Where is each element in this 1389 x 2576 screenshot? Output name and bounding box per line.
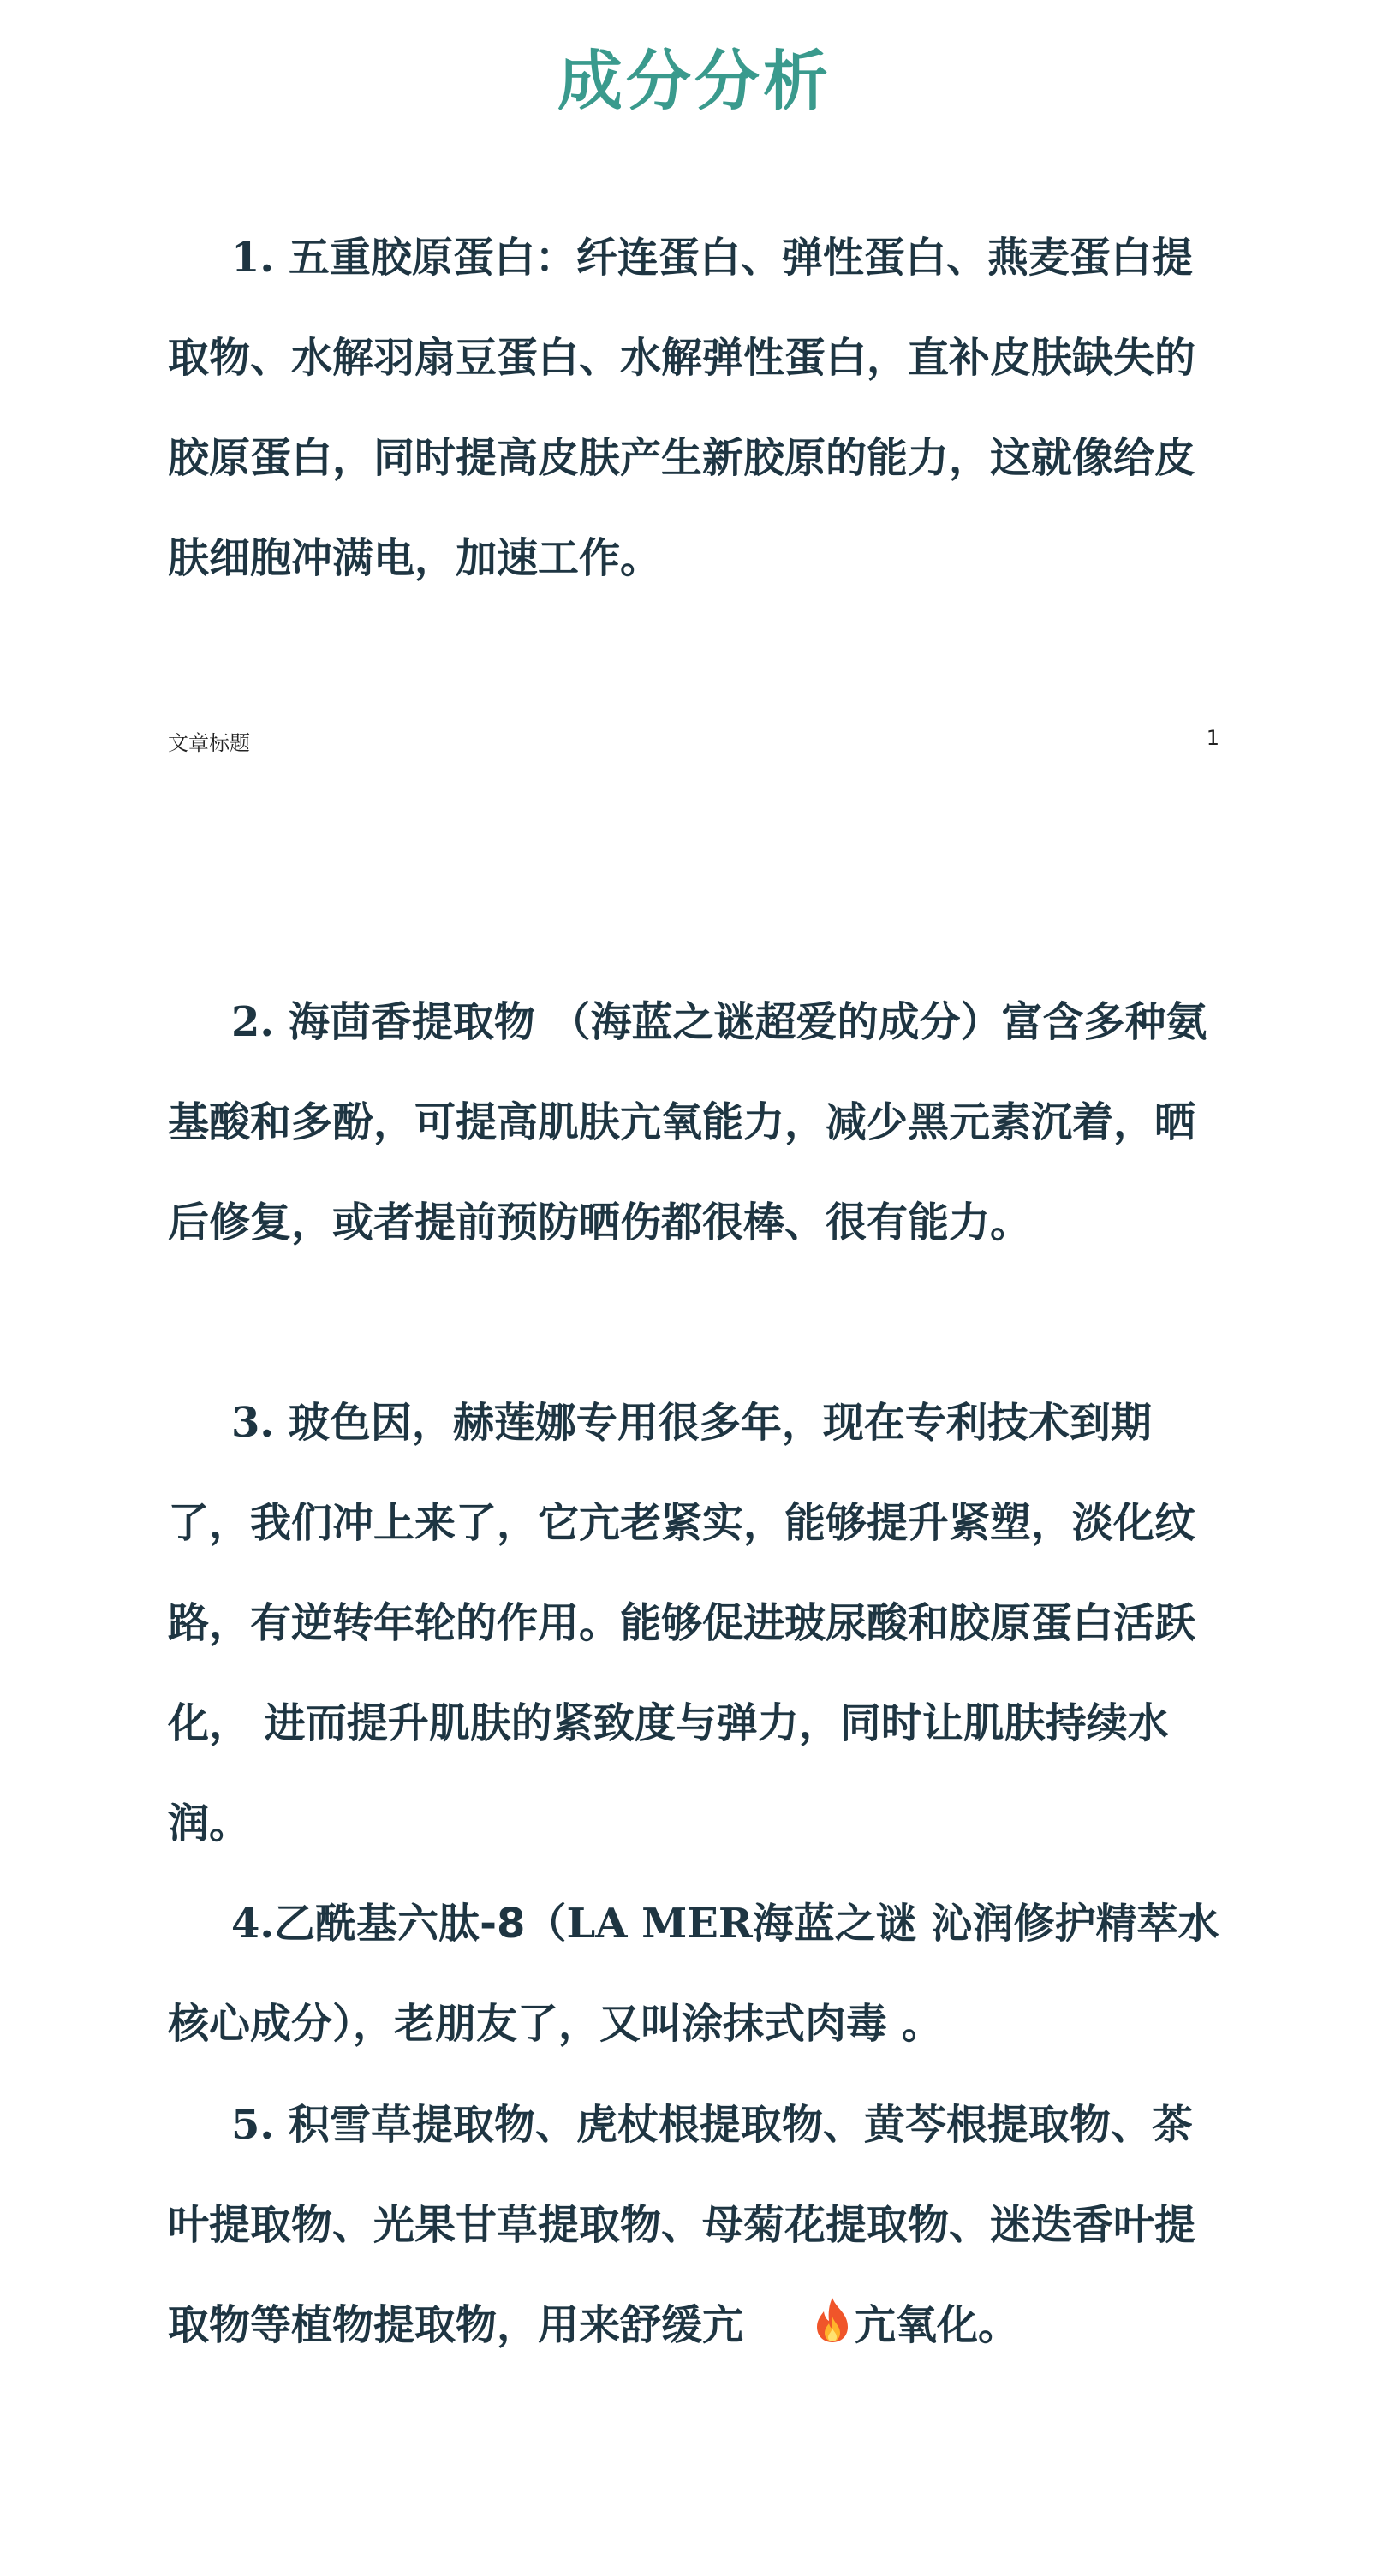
item-number: 2.: [231, 998, 275, 1046]
item-text-before: 乙酰基六肽-8（: [274, 1900, 567, 1948]
item-text: 海茴香提取物 （海蓝之谜超爱的成分）富含多种氨基酸和多酚，可提高肌肤亢氧能力，减少黑元素沉着，晒后修复，或者提前预防晒伤都很棒、很有能力。: [168, 998, 1207, 1246]
item-number: 4.: [231, 1900, 275, 1948]
item-number: 5.: [231, 2101, 275, 2149]
footer-page-number: 1: [1206, 726, 1219, 750]
item-number: 1.: [231, 234, 275, 282]
ingredient-item-1: [168, 208, 1230, 609]
item-text: 玻色因，赫莲娜专用很多年，现在专利技术到期了，我们冲上来了，它亢老紧实，能够提升紧塑，淡化纹路，有逆转年轮的作用。能够促进玻尿酸和胶原蛋白活跃化， 进而提升肌肤的紧致度与弹力，同时让肌肤持续水润。: [168, 1399, 1196, 1847]
brand-name: LA MER: [566, 1900, 753, 1948]
item-text-after: 海蓝之谜 沁润修护精萃水 核心成分），老朋友了，又叫涂抹式肉毒 。: [168, 1900, 1219, 2048]
page-footer: [168, 726, 1230, 757]
fire-icon: [747, 2281, 855, 2381]
item-text-end: 亢氧化。: [855, 2301, 1020, 2349]
item-text: 五重胶原蛋白：纤连蛋白、弹性蛋白、燕麦蛋白提取物、水解羽扇豆蛋白、水解弹性蛋白，直补皮肤缺失的胶原蛋白，同时提高皮肤产生新胶原的能力，这就像给皮肤细胞冲满电，加速工作。: [168, 234, 1196, 582]
item-text: 积雪草提取物、虎杖根提取物、黄芩根提取物、茶叶提取物、光果甘草提取物、母菊花提取物、迷迭香叶提取物等植物提取物，用来舒缓亢: [168, 2101, 1196, 2349]
ingredient-item-5: [168, 2075, 1230, 2381]
item-number: 3.: [231, 1399, 275, 1447]
ingredient-item-2: [168, 973, 1230, 1273]
footer-doc-title: 文章标题: [168, 731, 250, 755]
ingredient-item-4: [168, 1874, 1230, 2074]
page-title: 成分分析: [557, 43, 832, 119]
ingredient-item-3: [168, 1373, 1230, 1874]
